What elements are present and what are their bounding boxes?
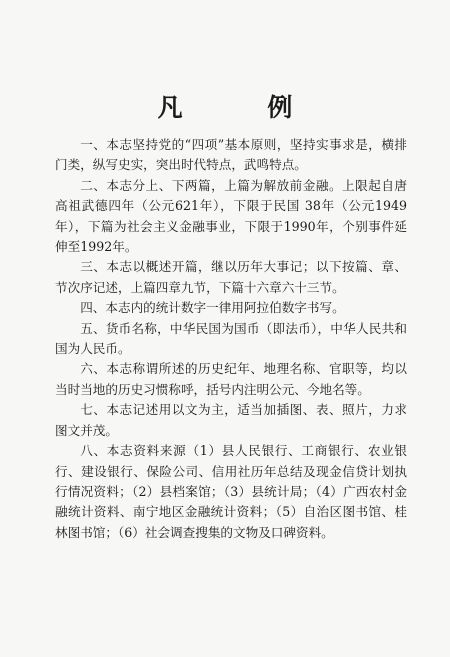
paragraph-2: 二、本志分上、下两篇，上篇为解放前金融。上限起自唐高祖武德四年（公元621年），下限于民国 38年（公元1949年），下篇为社会主义金融事业，下限于1990年，个别事件延伸至1992年。	[55, 177, 407, 255]
paragraph-7: 七、本志记述用以文为主，适当加插图、表、照片，力求图文并茂。	[55, 402, 407, 438]
paragraph-3: 三、本志以概述开篇，继以历年大事记；以下按篇、章、节次序记述，上篇四章九节，下篇十六章六十三节。	[55, 259, 407, 295]
paragraph-6: 六、本志称谓所述的历史纪年、地理名称、官职等，均以当时当地的历史习惯称呼，括号内注明公元、今地名等。	[55, 361, 407, 397]
page-title: 凡 例	[157, 93, 331, 122]
document-body	[55, 135, 407, 543]
paragraph-1: 一、本志坚持党的“四项”基本原则，坚持实事求是，横排门类，纵写史实，突出时代特点，武鸣特点。	[55, 137, 407, 173]
paragraph-8: 八、本志资料来源（1）县人民银行、工商银行、农业银行、建设银行、保险公司、信用社历年总结及现金信贷计划执行情况资料；（2）县档案馆；（3）县统计局；（4）广西农村金融统计资料、南宁地区金融统计资料；（5）自治区图书馆、桂林图书馆；（6）社会调查搜集的文物及口碑资料。	[55, 443, 407, 540]
paragraph-4: 四、本志内的统计数字一律用阿拉伯数字书写。	[80, 300, 345, 316]
paragraph-5: 五、货币名称，中华民国为国币（即法币），中华人民共和国为人民币。	[55, 320, 407, 357]
